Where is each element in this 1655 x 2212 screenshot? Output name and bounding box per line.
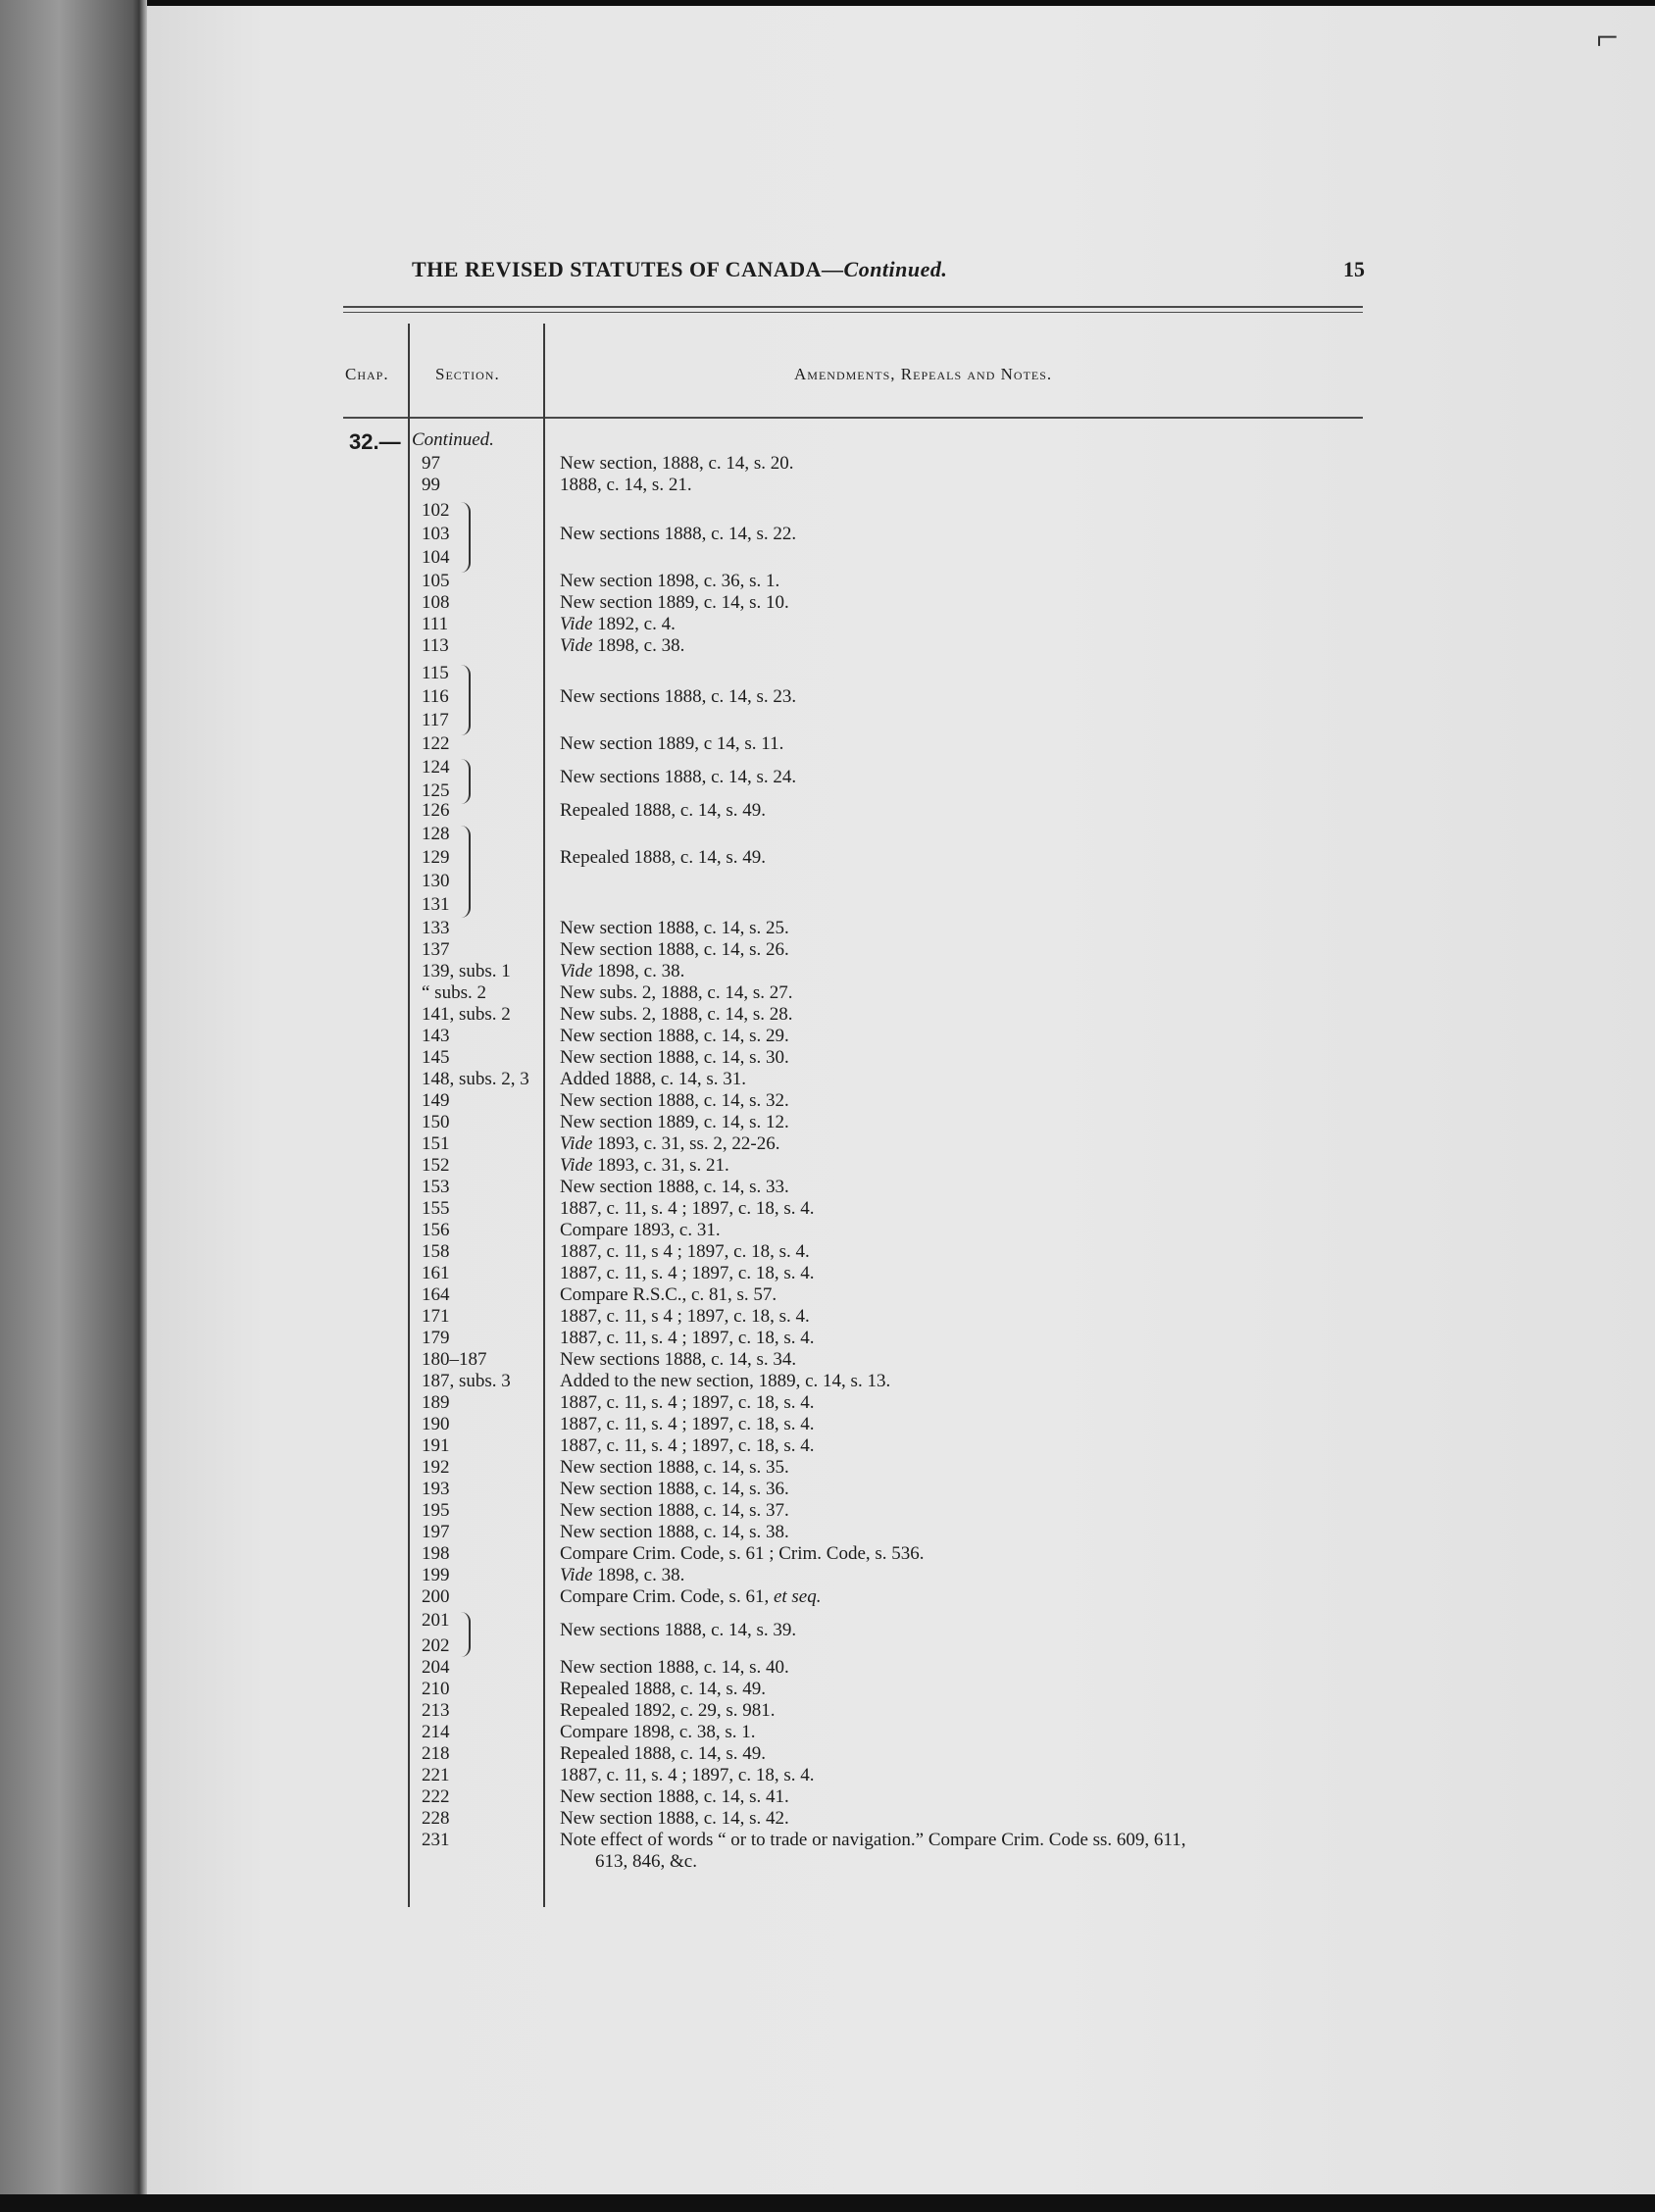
amendment-note	[560, 1414, 814, 1435]
grouping-brace	[461, 759, 471, 804]
amendment-note	[560, 1765, 814, 1786]
section-number: 117	[422, 710, 449, 730]
amendment-note	[560, 1679, 766, 1700]
section-number: 192	[422, 1457, 450, 1478]
note-text: New sections 1888, c. 14, s. 24.	[560, 767, 797, 787]
section-number: 158	[422, 1241, 450, 1262]
section-number: 164	[422, 1284, 450, 1305]
note-text: 1898, c. 38.	[592, 1565, 685, 1585]
section-number: 190	[422, 1414, 450, 1434]
section-number: 198	[422, 1543, 450, 1564]
section-number: 214	[422, 1722, 450, 1742]
note-text: Note effect of words “ or to trade or navigation.” Compare Crim. Code ss. 609, 611,	[560, 1830, 1186, 1850]
note-text: New section 1888, c. 14, s. 33.	[560, 1177, 789, 1197]
note-text: New subs. 2, 1888, c. 14, s. 27.	[560, 982, 793, 1003]
section-number: 204	[422, 1657, 450, 1678]
section-number: 193	[422, 1479, 450, 1499]
section-number: 155	[422, 1198, 450, 1219]
section-number: 156	[422, 1220, 450, 1240]
amendment-note	[560, 1657, 789, 1679]
section-number: 131	[422, 894, 450, 915]
section-number: 113	[422, 635, 449, 656]
note-italic-suffix: et seq.	[773, 1586, 822, 1607]
amendment-note	[560, 1133, 779, 1155]
note-text: New sections 1888, c. 14, s. 22.	[560, 524, 797, 544]
note-text: 1887, c. 11, s. 4 ; 1897, c. 18, s. 4.	[560, 1765, 815, 1785]
amendment-note	[560, 1263, 814, 1284]
amendment-note	[560, 1155, 729, 1177]
amendment-note	[560, 1220, 721, 1241]
note-text: Repealed 1888, c. 14, s. 49.	[560, 1679, 767, 1699]
note-text: 1887, c. 11, s. 4 ; 1897, c. 18, s. 4.	[560, 1392, 815, 1413]
note-text: New section 1888, c. 14, s. 37.	[560, 1500, 789, 1521]
amendment-note	[560, 918, 789, 939]
amendment-note	[560, 939, 789, 961]
chapter-continued: Continued.	[412, 429, 494, 450]
amendment-note	[560, 1522, 789, 1543]
note-text: New section 1889, c. 14, s. 10.	[560, 592, 789, 613]
note-text: Added 1888, c. 14, s. 31.	[560, 1069, 746, 1089]
amendment-note	[560, 1586, 822, 1608]
note-italic-prefix: Vide	[560, 1565, 593, 1585]
section-number: 179	[422, 1328, 450, 1348]
amendment-note	[560, 1047, 789, 1069]
note-text: New sections 1888, c. 14, s. 23.	[560, 686, 797, 707]
page-number: 15	[1343, 257, 1365, 281]
note-text: 1893, c. 31, ss. 2, 22-26.	[592, 1133, 780, 1154]
section-number: 133	[422, 918, 450, 938]
running-header	[412, 257, 1294, 282]
amendment-note	[560, 1177, 789, 1198]
amendment-note	[560, 1090, 789, 1112]
amendment-note	[560, 1112, 789, 1133]
note-text: 1893, c. 31, s. 21.	[592, 1155, 729, 1176]
grouping-brace	[461, 1612, 471, 1657]
section-number: 104	[422, 547, 450, 568]
section-number: 97	[422, 453, 440, 474]
note-text: 1887, c. 11, s. 4 ; 1897, c. 18, s. 4.	[560, 1414, 815, 1434]
note-text: Repealed 1888, c. 14, s. 49.	[560, 800, 767, 821]
amendment-note	[560, 1808, 789, 1830]
amendment-note	[560, 1786, 789, 1808]
section-number: 148, subs. 2, 3	[422, 1069, 529, 1089]
grouping-brace	[461, 502, 471, 573]
amendment-note	[560, 524, 796, 545]
scan-bottom-edge	[0, 2194, 1655, 2212]
note-text: 1887, c. 11, s. 4 ; 1897, c. 18, s. 4.	[560, 1198, 815, 1219]
section-number: 191	[422, 1435, 450, 1456]
amendment-note	[560, 1026, 789, 1047]
note-text: New section, 1888, c. 14, s. 20.	[560, 453, 794, 474]
section-number: 141, subs. 2	[422, 1004, 511, 1025]
note-text: New section 1889, c. 14, s. 12.	[560, 1112, 789, 1132]
amendment-note	[560, 767, 796, 788]
note-text: New section 1888, c. 14, s. 41.	[560, 1786, 789, 1807]
column-divider-section	[543, 324, 545, 1907]
section-number: 151	[422, 1133, 450, 1154]
section-number: 210	[422, 1679, 450, 1699]
section-number: 102	[422, 500, 450, 521]
section-number: 189	[422, 1392, 450, 1413]
section-number: 228	[422, 1808, 450, 1829]
amendment-note	[560, 733, 783, 755]
note-text: Compare Crim. Code, s. 61,	[560, 1586, 774, 1607]
amendment-note	[560, 592, 789, 614]
corner-mark-icon: ⌐	[1596, 15, 1619, 59]
note-text: Compare R.S.C., c. 81, s. 57.	[560, 1284, 777, 1305]
note-text: 1898, c. 38.	[592, 961, 685, 981]
amendment-note	[560, 1069, 746, 1090]
amendment-note	[560, 800, 766, 822]
note-text: New section 1888, c. 14, s. 35.	[560, 1457, 789, 1478]
section-number: 161	[422, 1263, 450, 1283]
note-text: New sections 1888, c. 14, s. 39.	[560, 1620, 797, 1640]
header-rule-top	[343, 306, 1363, 308]
section-number: 116	[422, 686, 449, 707]
note-text: New sections 1888, c. 14, s. 34.	[560, 1349, 797, 1370]
note-text: Repealed 1888, c. 14, s. 49.	[560, 847, 767, 868]
book-spine	[0, 0, 147, 2212]
note-italic-prefix: Vide	[560, 1133, 593, 1154]
section-number: 221	[422, 1765, 450, 1785]
amendment-note	[560, 1743, 766, 1765]
section-number: 103	[422, 524, 450, 544]
amendment-note	[560, 475, 692, 496]
section-number: 108	[422, 592, 450, 613]
note-text: Repealed 1892, c. 29, s. 981.	[560, 1700, 776, 1721]
section-number: 139, subs. 1	[422, 961, 511, 981]
note-italic-prefix: Vide	[560, 635, 593, 656]
note-text: 1887, c. 11, s. 4 ; 1897, c. 18, s. 4.	[560, 1328, 815, 1348]
note-text: Compare 1893, c. 31.	[560, 1220, 721, 1240]
section-number: 197	[422, 1522, 450, 1542]
section-number: 125	[422, 780, 450, 801]
note-text: Compare 1898, c. 38, s. 1.	[560, 1722, 756, 1742]
amendment-note	[560, 1198, 814, 1220]
section-number: 105	[422, 571, 450, 591]
header-rule-second	[343, 312, 1363, 313]
amendment-note	[560, 982, 793, 1004]
section-number: 201	[422, 1610, 450, 1631]
section-number: 111	[422, 614, 449, 634]
note-text: 1892, c. 4.	[592, 614, 676, 634]
section-number: 199	[422, 1565, 450, 1585]
section-number: 195	[422, 1500, 450, 1521]
note-text: New section 1888, c. 14, s. 36.	[560, 1479, 789, 1499]
amendment-note	[560, 1004, 793, 1026]
amendment-note	[560, 635, 684, 657]
note-italic-prefix: Vide	[560, 1155, 593, 1176]
amendment-note	[560, 1392, 814, 1414]
amendment-note	[560, 1457, 789, 1479]
section-number: 171	[422, 1306, 450, 1327]
amendment-note	[560, 1284, 777, 1306]
note-italic-prefix: Vide	[560, 961, 593, 981]
amendment-note	[560, 1479, 789, 1500]
amendment-note	[560, 1328, 814, 1349]
note-italic-prefix: Vide	[560, 614, 593, 634]
chapter-number: 32.—	[349, 429, 401, 454]
section-number: 129	[422, 847, 450, 868]
note-text: New section 1888, c. 14, s. 38.	[560, 1522, 789, 1542]
amendment-note	[560, 1700, 776, 1722]
section-number: 153	[422, 1177, 450, 1197]
amendment-note	[560, 1306, 810, 1328]
amendment-note	[560, 1500, 789, 1522]
section-number: 126	[422, 800, 450, 821]
amendment-note	[560, 1435, 814, 1457]
section-number: “ subs. 2	[422, 982, 486, 1003]
column-head-amendments: Amendments, Repeals and Notes.	[794, 365, 1053, 383]
amendment-note	[560, 571, 779, 592]
section-number: 187, subs. 3	[422, 1371, 511, 1391]
note-text: 1887, c. 11, s 4 ; 1897, c. 18, s. 4.	[560, 1306, 810, 1327]
note-text: New section 1888, c. 14, s. 26.	[560, 939, 789, 960]
column-head-section: Section.	[435, 365, 500, 383]
amendment-note	[560, 614, 676, 635]
note-text: Compare Crim. Code, s. 61 ; Crim. Code, s. 536.	[560, 1543, 925, 1564]
section-number: 128	[422, 824, 450, 844]
section-number: 200	[422, 1586, 450, 1607]
amendment-note	[560, 1620, 796, 1641]
note-text: New section 1888, c. 14, s. 40.	[560, 1657, 789, 1678]
note-text: 1887, c. 11, s. 4 ; 1897, c. 18, s. 4.	[560, 1263, 815, 1283]
section-number: 145	[422, 1047, 450, 1068]
header-title-italic: Continued.	[843, 257, 948, 281]
section-number: 149	[422, 1090, 450, 1111]
amendment-note	[560, 1830, 1185, 1873]
section-number: 152	[422, 1155, 450, 1176]
column-divider-chap	[408, 324, 410, 1907]
column-head-rule	[343, 417, 1363, 419]
section-number: 231	[422, 1830, 450, 1850]
note-text: New subs. 2, 1888, c. 14, s. 28.	[560, 1004, 793, 1025]
amendment-note	[560, 1565, 684, 1586]
note-text: New section 1888, c. 14, s. 32.	[560, 1090, 789, 1111]
note-text: New section 1888, c. 14, s. 42.	[560, 1808, 789, 1829]
note-text: 1887, c. 11, s 4 ; 1897, c. 18, s. 4.	[560, 1241, 810, 1262]
grouping-brace	[461, 665, 471, 735]
section-number: 137	[422, 939, 450, 960]
amendment-note	[560, 961, 684, 982]
amendment-note	[560, 1241, 810, 1263]
section-number: 143	[422, 1026, 450, 1046]
note-text: 1898, c. 38.	[592, 635, 685, 656]
amendment-note	[560, 847, 766, 869]
amendment-note	[560, 1722, 755, 1743]
note-text: New section 1888, c. 14, s. 30.	[560, 1047, 789, 1068]
section-number: 150	[422, 1112, 450, 1132]
section-number: 180–187	[422, 1349, 487, 1370]
note-text: New section 1888, c. 14, s. 29.	[560, 1026, 789, 1046]
amendment-note	[560, 1349, 796, 1371]
section-number: 222	[422, 1786, 450, 1807]
amendment-note	[560, 1543, 925, 1565]
section-number: 99	[422, 475, 440, 495]
note-text: Repealed 1888, c. 14, s. 49.	[560, 1743, 767, 1764]
amendment-note	[560, 686, 796, 708]
section-number: 124	[422, 757, 450, 778]
note-text: New section 1889, c 14, s. 11.	[560, 733, 784, 754]
amendment-note	[560, 1371, 890, 1392]
section-number: 213	[422, 1700, 450, 1721]
grouping-brace	[461, 826, 471, 918]
note-text: New section 1898, c. 36, s. 1.	[560, 571, 780, 591]
note-continuation: 613, 846, &c.	[595, 1851, 697, 1872]
section-number: 122	[422, 733, 450, 754]
section-number: 202	[422, 1635, 450, 1656]
section-number: 130	[422, 871, 450, 891]
note-text: Added to the new section, 1889, c. 14, s. 13.	[560, 1371, 891, 1391]
note-text: New section 1888, c. 14, s. 25.	[560, 918, 789, 938]
note-text: 1888, c. 14, s. 21.	[560, 475, 692, 495]
section-number: 115	[422, 663, 449, 683]
column-head-chap: Chap.	[345, 365, 389, 383]
note-text: 1887, c. 11, s. 4 ; 1897, c. 18, s. 4.	[560, 1435, 815, 1456]
header-title: THE REVISED STATUTES OF CANADA—	[412, 257, 844, 281]
amendment-note	[560, 453, 794, 475]
section-number: 218	[422, 1743, 450, 1764]
